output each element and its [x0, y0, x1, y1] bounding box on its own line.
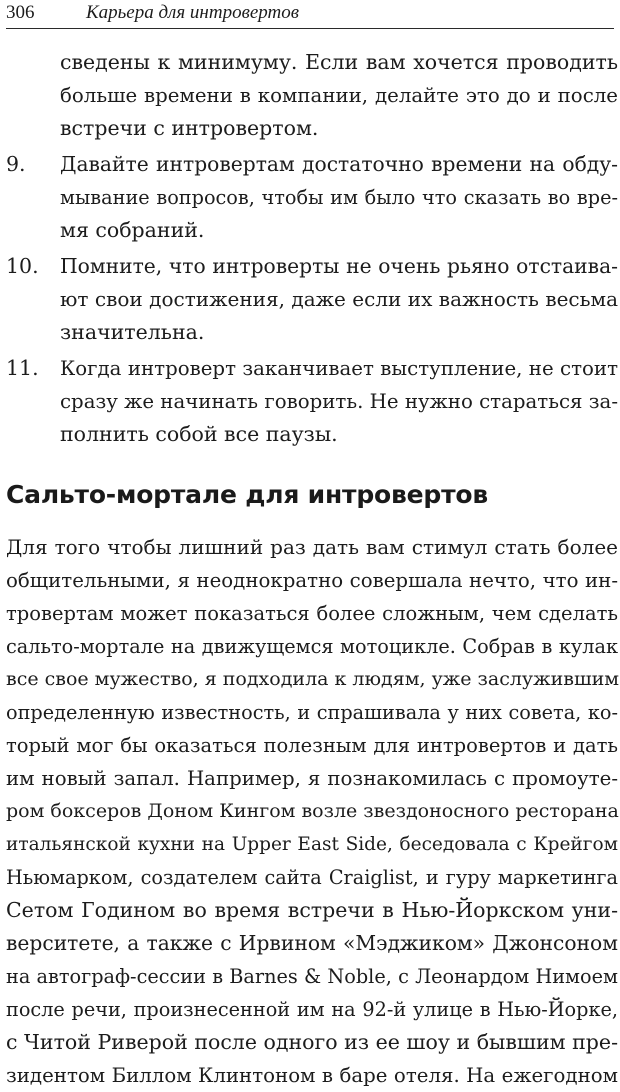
text-line: зидентом Биллом Клинтоном в баре отеля. На ежегодном	[6, 1064, 618, 1087]
page-number: 306	[6, 2, 35, 23]
text-line: Ньюмарком, создателем сайта Craiglist, и гуру маркетинга	[6, 866, 618, 889]
text-line: с Читой Риверой после одного из ее шоу и бывшим пре-	[6, 1030, 618, 1054]
text-line: все свое мужество, я подходила к людям, уже заслужившим	[6, 668, 620, 690]
list-item-number: 11.	[6, 356, 39, 380]
list-item-number: 10.	[6, 254, 39, 278]
list-item-continuation	[60, 46, 618, 145]
book-title: Карьера для интровертов	[86, 2, 299, 23]
list-item-10	[6, 250, 618, 349]
text-line: на автограф-сессии в Barnes & Noble, с Леонардом Нимоем	[6, 965, 618, 988]
running-header	[6, 2, 614, 29]
text-line: Давайте интровертам достаточно времени на обду-	[60, 152, 618, 176]
text-line: сразу же начинать говорить. Не нужно стараться за-	[60, 390, 618, 413]
text-line: тровертам может показаться более сложным, чем сделать	[6, 602, 618, 625]
text-line: Помните, что интроверты не очень рьяно отстаива-	[60, 254, 618, 278]
text-line: после речи, произнесенной им на 92-й улице в Нью-Йорке,	[6, 998, 618, 1021]
text-line: больше времени в компании, делайте это до и после	[60, 84, 618, 107]
list-item-9	[6, 148, 618, 247]
text-line: встречи с интровертом.	[60, 116, 319, 140]
text-line: ют свои достижения, даже если их важность весьма	[60, 287, 618, 311]
section-heading: Сальто-мортале для интровертов	[6, 480, 488, 509]
text-line: сведены к минимуму. Если вам хочется проводить	[60, 50, 618, 74]
text-line: им новый запал. Например, я познакомилась с промоуте-	[6, 767, 618, 790]
text-line: Когда интроверт заканчивает выступление, не стоит	[60, 357, 618, 380]
text-line: полнить собой все паузы.	[60, 422, 338, 446]
list-item-number: 9.	[6, 152, 26, 176]
text-line: Сетом Годином во время встречи в Нью-Йоркском уни-	[6, 898, 618, 922]
text-line: мывание вопросов, чтобы им было что сказать во вре-	[60, 186, 618, 209]
text-line: ром боксеров Доном Кингом возле звездоносного ресторана	[6, 800, 619, 822]
text-line: определенную известность, и спрашивала у них совета, ко-	[6, 701, 618, 724]
text-line: верситете, а также с Ирвином «Мэджиком» Джонсоном	[6, 931, 618, 955]
text-line: Для того чтобы лишний раз дать вам стимул стать более	[6, 535, 618, 559]
text-line: значительна.	[60, 320, 205, 344]
text-line: мя собраний.	[60, 218, 205, 242]
body-paragraph	[6, 531, 618, 1092]
list-item-11	[6, 352, 618, 451]
text-line: торый мог бы оказаться полезным для интровертов и дать	[6, 734, 618, 757]
text-line: сальто-мортале на движущемся мотоцикле. Собрав в кулак	[6, 635, 618, 658]
text-line: итальянской кухни на Upper East Side, беседовала с Крейгом	[6, 834, 618, 855]
text-line: общительными, я неоднократно совершала нечто, что ин-	[6, 569, 618, 592]
